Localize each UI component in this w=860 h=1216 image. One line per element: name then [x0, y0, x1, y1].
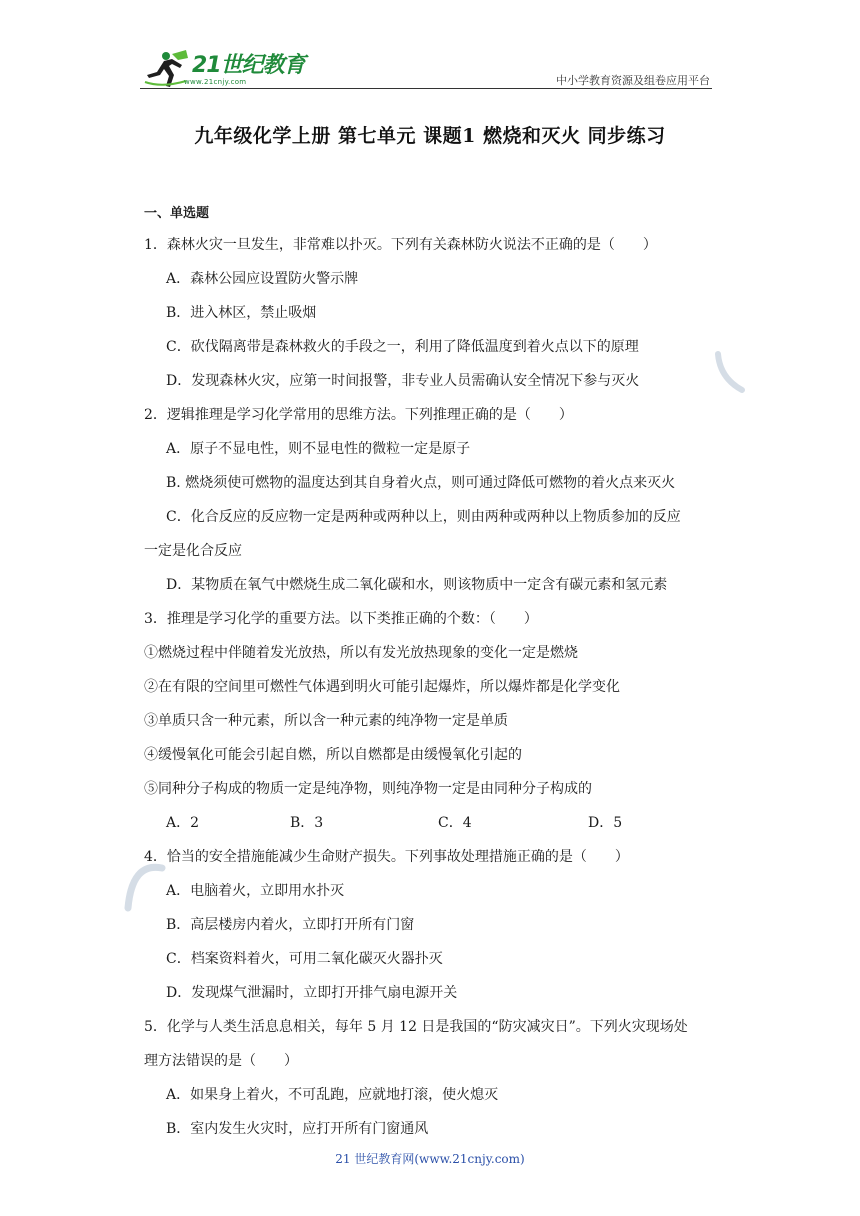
question-3-statement-4: ④缓慢氧化可能会引起自燃，所以自燃都是由缓慢氧化引起的: [144, 747, 522, 763]
question-4-stem: 4．恰当的安全措施能减少生命财产损失。下列事故处理措施正确的是（ ）: [144, 849, 629, 865]
question-5-stem: 5．化学与人类生活息息相关，每年 5 月 12 日是我国的“防灾减灾日”。下列火灾现场处: [144, 1019, 688, 1035]
question-4-option-c: C．档案资料着火，可用二氧化碳灭火器扑灭: [166, 951, 443, 967]
question-5-stem-continued: 理方法错误的是（ ）: [144, 1053, 298, 1069]
decorative-swirl-icon: [712, 350, 748, 396]
platform-tagline: 中小学教育资源及组卷应用平台: [556, 74, 710, 87]
question-2-option-c: C．化合反应的反应物一定是两种或两种以上，则由两种或两种以上物质参加的反应: [166, 509, 681, 525]
question-4-option-a: A．电脑着火，立即用水扑灭: [166, 883, 345, 899]
question-3-stem: 3．推理是学习化学的重要方法。以下类推正确的个数：（ ）: [144, 611, 538, 627]
question-list: [144, 228, 719, 1146]
question-4-option-b: B．高层楼房内着火，立即打开所有门窗: [166, 917, 415, 933]
page-title: 九年级化学上册 第七单元 课题1 燃烧和灭火 同步练习: [194, 125, 666, 147]
question-2-option-d: D．某物质在氧气中燃烧生成二氧化碳和水，则该物质中一定含有碳元素和氢元素: [166, 577, 668, 593]
question-1-stem: 1．森林火灾一旦发生，非常难以扑灭。下列有关森林防火说法不正确的是（ ）: [144, 237, 657, 253]
page-footer: 21 世纪教育网(www.21cnjy.com): [335, 1152, 525, 1166]
question-1-option-b: B．进入林区，禁止吸烟: [166, 305, 317, 321]
logo-url: www.21cnjy.com: [184, 78, 247, 86]
question-1-option-a: A．森林公园应设置防火警示牌: [166, 271, 359, 287]
question-4-option-d: D．发现煤气泄漏时，立即打开排气扇电源开关: [166, 985, 458, 1001]
question-5-option-a: A．如果身上着火，不可乱跑，应就地打滚，使火熄灭: [166, 1087, 499, 1103]
question-2-option-c-continued: 一定是化合反应: [144, 543, 242, 559]
question-3-statement-3: ③单质只含一种元素，所以含一种元素的纯净物一定是单质: [144, 713, 508, 729]
question-2-stem: 2．逻辑推理是学习化学常用的思维方法。下列推理正确的是（ ）: [144, 407, 573, 423]
question-3-options: [144, 806, 719, 840]
question-5-option-b: B．室内发生火灾时，应打开所有门窗通风: [166, 1121, 429, 1137]
question-3-statement-2: ②在有限的空间里可燃性气体遇到明火可能引起爆炸，所以爆炸都是化学变化: [144, 679, 620, 695]
site-logo: [142, 48, 317, 90]
logo-text: 21世纪教育: [192, 53, 305, 78]
question-3-option-a: A．2: [166, 815, 200, 831]
question-1-option-d: D．发现森林火灾，应第一时间报警，非专业人员需确认安全情况下参与灭火: [166, 373, 640, 389]
decorative-swirl-icon: [118, 858, 168, 918]
question-3-statement-5: ⑤同种分子构成的物质一定是纯净物，则纯净物一定是由同种分子构成的: [144, 781, 592, 797]
section-heading: 一、单选题: [144, 206, 210, 221]
question-3-option-b: B．3: [290, 815, 324, 831]
question-3-statement-1: ①燃烧过程中伴随着发光放热，所以有发光放热现象的变化一定是燃烧: [144, 645, 578, 661]
question-3-option-d: D．5: [588, 815, 623, 831]
question-2-option-a: A．原子不显电性，则不显电性的微粒一定是原子: [166, 441, 471, 457]
header-divider: [140, 88, 712, 89]
question-3-option-c: C．4: [438, 815, 472, 831]
question-1-option-c: C．砍伐隔离带是森林救火的手段之一，利用了降低温度到着火点以下的原理: [166, 339, 639, 355]
question-2-option-b: B. 燃烧须使可燃物的温度达到其自身着火点，则可通过降低可燃物的着火点来灭火: [166, 475, 676, 491]
page-header: [140, 48, 712, 92]
